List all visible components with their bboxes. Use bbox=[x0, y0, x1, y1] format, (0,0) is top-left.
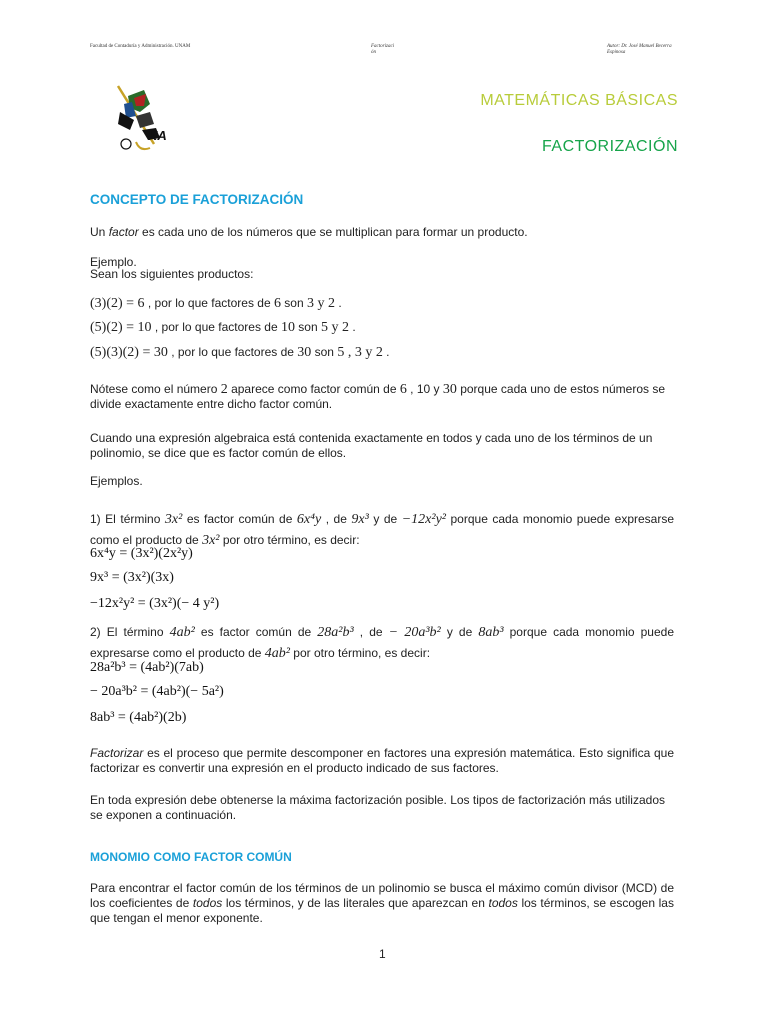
ex1-monomial-2: 9x³ bbox=[351, 512, 369, 527]
product-line-2 bbox=[90, 320, 674, 335]
product-2-factors: 5 y 2 bbox=[320, 320, 349, 335]
ex1-equation-2: 9x³ = (3x²)(3x) bbox=[90, 570, 174, 585]
ex1-monomial-1: 6x⁴y bbox=[296, 512, 322, 527]
example-2-paragraph bbox=[90, 622, 674, 664]
svg-text:KA: KA bbox=[148, 128, 167, 143]
ex1-equation-1: 6x⁴y = (3x²)(2x²y) bbox=[90, 546, 193, 561]
product-3-text2: son bbox=[311, 345, 338, 359]
ex2-equation-2: − 20a³b² = (4ab²)(− 5a²) bbox=[90, 684, 224, 699]
ex1-c: , de bbox=[321, 512, 352, 526]
ex1-e: porque cada monomio puede expresarse como el producto de bbox=[90, 512, 675, 547]
product-3-end: . bbox=[382, 345, 390, 359]
example-label: Ejemplo. bbox=[90, 255, 137, 269]
mcd-paragraph bbox=[90, 881, 674, 926]
ex2-c: , de bbox=[353, 625, 389, 639]
ex2-e: porque cada monomio puede expresarse como el producto de bbox=[90, 625, 674, 660]
ex1-a: 1) El término bbox=[90, 512, 165, 526]
examples-label: Ejemplos. bbox=[90, 474, 143, 488]
para-b: los términos, y de las literales que aparezcan en bbox=[222, 896, 489, 910]
ex2-monomial-2: − 20a³b² bbox=[388, 625, 441, 640]
definition-paragraph bbox=[90, 225, 674, 240]
product-2-end: . bbox=[348, 320, 356, 334]
ex2-equation-1: 28a²b³ = (4ab²)(7ab) bbox=[90, 660, 204, 675]
para-todos-2: todos bbox=[488, 896, 518, 910]
unam-fca-logo bbox=[110, 82, 174, 162]
product-1-factors: 3 y 2 bbox=[306, 296, 335, 311]
product-2-text2: son bbox=[294, 320, 321, 334]
header-author-line1: Autor: Dr. José Manuel Becerra bbox=[607, 44, 672, 49]
para-c: los términos, se escogen las que tengan el menor exponente. bbox=[90, 896, 674, 925]
product-1-expr: (3)(2) = 6 bbox=[90, 296, 145, 311]
section-heading-monomial: MONOMIO COMO FACTOR COMÚN bbox=[90, 850, 292, 864]
product-1-number: 6 bbox=[273, 296, 281, 311]
maximum-factorization-paragraph: En toda expresión debe obtenerse la máxima factorización posible. Los tipos de factorización más utilizados se exponen a continuación. bbox=[90, 793, 665, 822]
ex2-equation-3: 8ab³ = (4ab²)(2b) bbox=[90, 710, 187, 725]
ex2-b: es factor común de bbox=[194, 625, 318, 639]
notese-paragraph bbox=[90, 382, 674, 412]
factorizar-word: Factorizar bbox=[90, 746, 144, 760]
notese-six: 6 bbox=[399, 382, 407, 397]
product-2-number: 10 bbox=[280, 320, 295, 335]
notese-a: Nótese como el número bbox=[90, 382, 221, 396]
factorizar-rest: es el proceso que permite descomponer en factores una expresión matemática. Esto significa que factorizar es convertir una expresión en el producto indicado de sus factores. bbox=[90, 746, 674, 775]
header-topic bbox=[371, 44, 394, 56]
header-author bbox=[607, 44, 672, 56]
ex2-d: y de bbox=[440, 625, 479, 639]
notese-b: aparece como factor común de bbox=[227, 382, 400, 396]
header-topic-line2: ón bbox=[371, 50, 376, 55]
para-todos-1: todos bbox=[192, 896, 223, 910]
ex2-monomial-3: 8ab³ bbox=[478, 625, 504, 640]
product-1-text1: , por lo que factores de bbox=[144, 296, 274, 310]
product-2-text1: , por lo que factores de bbox=[151, 320, 281, 334]
product-1-end: . bbox=[334, 296, 342, 310]
notese-two: 2 bbox=[220, 382, 228, 397]
page-number: 1 bbox=[379, 947, 386, 961]
products-intro: Sean los siguientes productos: bbox=[90, 267, 254, 281]
common-factor-definition: Cuando una expresión algebraica está contenida exactamente en todos y cada uno de los términos de un polinomio, se dice que es factor común de ellos. bbox=[90, 431, 653, 460]
def-word: factor bbox=[108, 225, 139, 239]
ex1-term-2: 3x² bbox=[202, 533, 220, 548]
document-subtitle: FACTORIZACIÓN bbox=[542, 138, 678, 155]
example-1-paragraph bbox=[90, 509, 674, 551]
product-2-expr: (5)(2) = 10 bbox=[90, 320, 152, 335]
ex1-d: y de bbox=[368, 512, 402, 526]
product-3-text1: , por lo que factores de bbox=[167, 345, 298, 359]
ex1-b: es factor común de bbox=[182, 512, 297, 526]
ex2-term: 4ab² bbox=[169, 625, 195, 640]
notese-c: , 10 y bbox=[406, 382, 443, 396]
ex1-equation-3: −12x²y² = (3x²)(− 4 y²) bbox=[90, 596, 220, 611]
def-pre: Un bbox=[90, 225, 109, 239]
factorizar-paragraph bbox=[90, 746, 674, 776]
notese-thirty: 30 bbox=[442, 382, 457, 397]
header-topic-line1: Factorizaci bbox=[371, 44, 395, 49]
product-line-3 bbox=[90, 345, 674, 360]
product-3-number: 30 bbox=[297, 345, 312, 360]
ex2-term-2: 4ab² bbox=[264, 646, 290, 661]
document-title: MATEMÁTICAS BÁSICAS bbox=[480, 92, 678, 109]
section-heading-concept: CONCEPTO DE FACTORIZACIÓN bbox=[90, 192, 304, 207]
product-3-expr: (5)(3)(2) = 30 bbox=[90, 345, 168, 360]
ex2-a: 2) El término bbox=[90, 625, 170, 639]
product-1-text2: son bbox=[280, 296, 307, 310]
ex1-monomial-3: −12x²y² bbox=[401, 512, 446, 527]
ex2-f: por otro término, es decir: bbox=[289, 646, 431, 660]
ex2-monomial-1: 28a²b³ bbox=[317, 625, 354, 640]
header-institution: Facultad de Contaduría y Administración. UNAM bbox=[90, 44, 191, 49]
header-author-line2: Espinosa bbox=[607, 50, 626, 55]
ex1-f: por otro término, es decir: bbox=[219, 533, 360, 547]
product-line-1 bbox=[90, 296, 674, 311]
notese-d: porque cada uno de estos números se divide exactamente entre dicho factor común. bbox=[90, 382, 665, 411]
product-3-factors: 5 , 3 y 2 bbox=[337, 345, 383, 360]
para-a: Para encontrar el factor común de los términos de un polinomio se busca el máximo común divisor (MCD) de los coeficientes de bbox=[90, 881, 674, 910]
ex1-term: 3x² bbox=[164, 512, 183, 527]
def-post: es cada uno de los números que se multiplican para formar un producto. bbox=[138, 225, 528, 239]
